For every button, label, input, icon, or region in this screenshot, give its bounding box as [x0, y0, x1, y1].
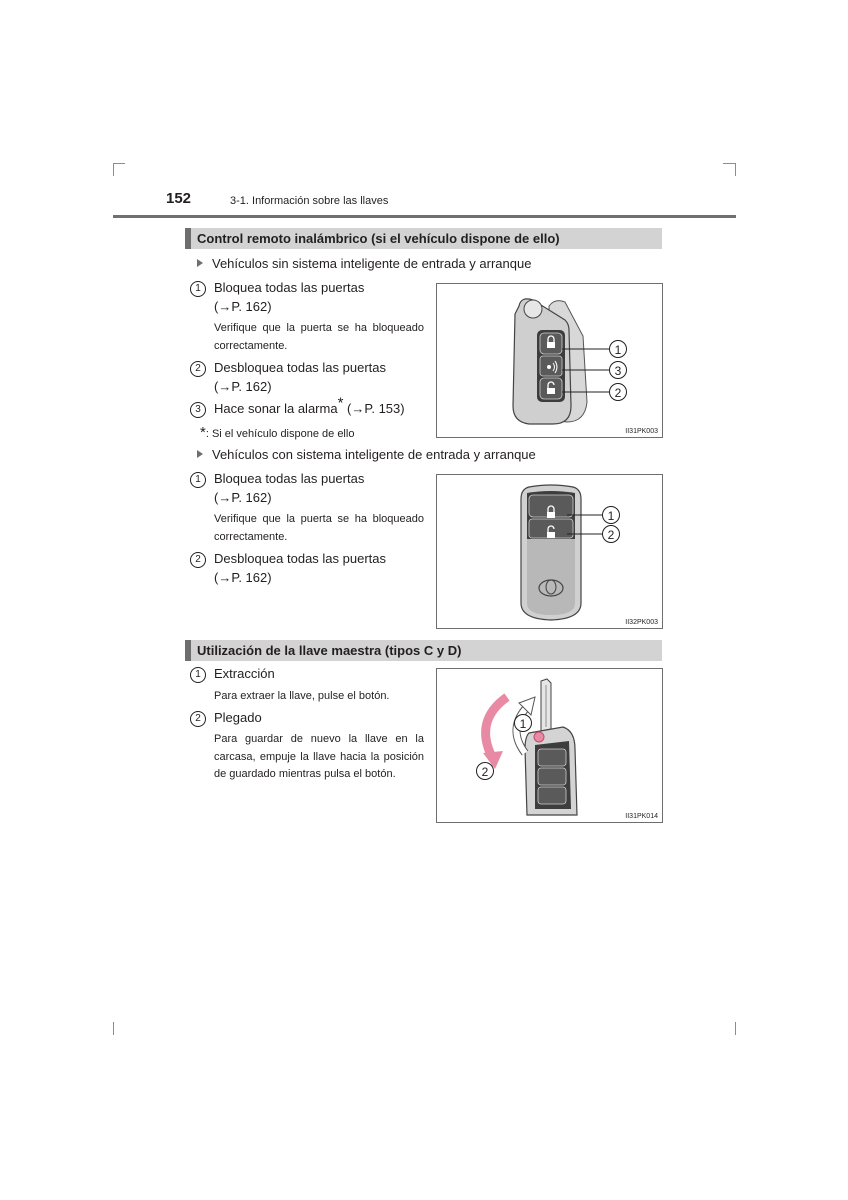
page-number: 152 [166, 190, 192, 207]
crop-mark-top-left-h [113, 163, 125, 164]
list-item [190, 549, 430, 589]
item-note: Verifique que la puerta se ha bloqueado correctamente. [214, 322, 424, 352]
callout-label: 2 [614, 386, 622, 400]
callout-label: 1 [519, 717, 527, 731]
circled-number: 3 [190, 402, 206, 418]
callout-label: 1 [614, 343, 622, 357]
triangle-bullet-icon [197, 450, 203, 458]
item-note: Para extraer la llave, pulse el botón. [214, 690, 390, 702]
item-text: Hace sonar la alarma [214, 401, 338, 416]
item-note: Verifique que la puerta se ha bloqueado correctamente. [214, 513, 424, 543]
list-item [190, 394, 430, 419]
list-item [190, 469, 430, 509]
figure-smart-key [436, 474, 663, 629]
page-reference: (→P. 162) [214, 299, 272, 314]
list-item [190, 278, 430, 318]
figure-master-key-fold [436, 668, 663, 823]
figure-code: II31PK014 [625, 813, 658, 820]
item-text: Desbloquea todas las puertas [214, 360, 387, 375]
callout-label: 2 [607, 528, 615, 542]
page-reference: (→P. 162) [214, 570, 272, 585]
figure-folding-key-remote [436, 283, 663, 438]
footnote-star: * [337, 394, 344, 412]
crop-mark-bottom-right [735, 1022, 736, 1035]
list-item [190, 708, 430, 728]
list-item [190, 358, 430, 398]
circled-number: 1 [190, 472, 206, 488]
crop-mark-top-left-v [113, 163, 114, 176]
footnote [200, 424, 354, 441]
page-reference: (→P. 153) [347, 401, 405, 416]
item-text: Bloquea todas las puertas [214, 471, 365, 486]
figure-code: II32PK003 [625, 619, 658, 626]
item-note: Para guardar de nuevo la llave en la carcasa, empuje la llave hacia la posición de guardado mientras pulsa el botón. [214, 733, 424, 780]
footnote-mark: * [200, 424, 206, 441]
smart-key-illustration [437, 475, 664, 630]
master-key-illustration [437, 669, 664, 824]
page-reference: (→P. 162) [214, 379, 272, 394]
crop-mark-top-right-v [735, 163, 736, 176]
callout-label: 3 [614, 364, 622, 378]
circled-number: 2 [190, 361, 206, 377]
subheading-text: Vehículos sin sistema inteligente de entrada y arranque [212, 256, 532, 271]
page-reference: (→P. 162) [214, 490, 272, 505]
list-item [190, 664, 430, 684]
item-text: Extracción [214, 666, 275, 681]
callout-label: 2 [481, 765, 489, 779]
chapter-title: 3-1. Información sobre las llaves [230, 195, 389, 207]
subheading-text: Vehículos con sistema inteligente de entrada y arranque [212, 447, 536, 462]
item-text: Bloquea todas las puertas [214, 280, 365, 295]
figure-code: II31PK003 [625, 428, 658, 435]
crop-mark-bottom-left [113, 1022, 114, 1035]
item-text-with-ref [214, 394, 405, 418]
triangle-bullet-icon [197, 259, 203, 267]
footnote-text: : Si el vehículo dispone de ello [205, 428, 355, 440]
header-rule [113, 215, 736, 218]
item-text: Plegado [214, 710, 262, 725]
subheading-without-smart-entry [197, 255, 531, 273]
circled-number: 1 [190, 281, 206, 297]
circled-number: 2 [190, 711, 206, 727]
circled-number: 2 [190, 552, 206, 568]
section-heading-remote: Control remoto inalámbrico (si el vehículo dispone de ello) [185, 228, 662, 249]
section-heading-master-key: Utilización de la llave maestra (tipos C y D) [185, 640, 662, 661]
circled-number: 1 [190, 667, 206, 683]
callout-label: 1 [607, 509, 615, 523]
crop-mark-top-right-h [723, 163, 735, 164]
folding-key-illustration [437, 284, 664, 439]
subheading-with-smart-entry [197, 446, 536, 464]
item-text: Desbloquea todas las puertas [214, 551, 387, 566]
